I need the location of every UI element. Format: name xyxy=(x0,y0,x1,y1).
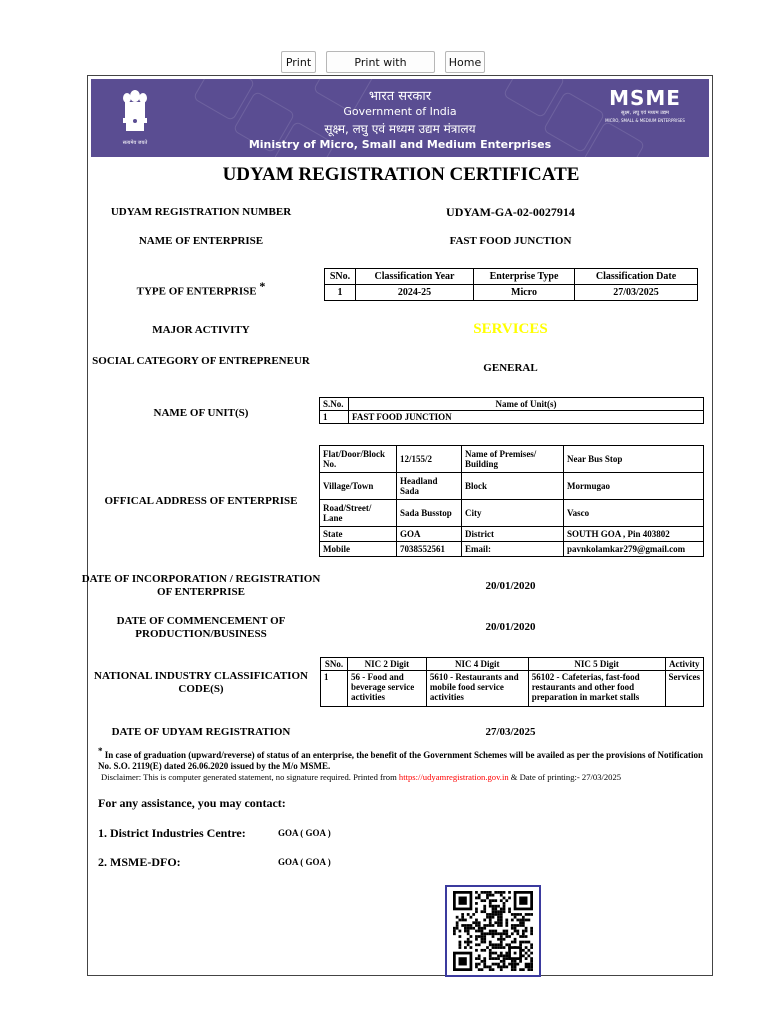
social-category-value: GENERAL xyxy=(483,362,538,374)
print-with-annexure-button[interactable]: Print with xyxy=(326,51,435,73)
commencement-label: DATE OF COMMENCEMENT OF PRODUCTION/BUSINESS xyxy=(116,615,286,640)
address-row xyxy=(320,542,704,557)
village-value: Headland Sada xyxy=(397,473,462,500)
classification-type: Micro xyxy=(474,285,575,301)
units-header-name: Name of Unit(s) xyxy=(349,398,704,411)
nic-5digit: 56102 - Cafeterias, fast-food restaurants and other food preparation in market stalls xyxy=(528,671,665,707)
nic-activity: Services xyxy=(665,671,704,707)
top-toolbar xyxy=(0,51,768,75)
premises-value: Near Bus Stop xyxy=(564,446,704,473)
email-value: pavnkolamkar279@gmail.com xyxy=(564,542,704,557)
table-row xyxy=(325,285,698,301)
nic-2digit: 56 - Food and beverage service activities xyxy=(347,671,426,707)
print-button[interactable]: Print xyxy=(281,51,316,73)
mobile-value: 7038552561 xyxy=(397,542,462,557)
mobile-label: Mobile xyxy=(320,542,397,557)
msme-logo-english: MICRO, SMALL & MEDIUM ENTERPRISES xyxy=(605,118,685,123)
footnote-text: In case of graduation (upward/reverse) of status of an enterprise, the benefit of the Government Schemes will be availed as per the provisions of Notification No. S.O. 2119(E) dated 26.06.2020 issued by the M/o MSME. xyxy=(98,750,703,771)
nic-header-activity: Activity xyxy=(665,658,704,671)
classification-header-date: Classification Date xyxy=(575,269,698,285)
classification-sno: 1 xyxy=(325,285,356,301)
district-value: SOUTH GOA , Pin 403802 xyxy=(564,527,704,542)
commencement-date: 20/01/2020 xyxy=(485,621,536,633)
nic-4digit: 5610 - Restaurants and mobile food service activities xyxy=(426,671,528,707)
disclaimer-link[interactable]: https://udyamregistration.gov.in xyxy=(398,772,509,782)
units-header-row xyxy=(320,398,704,411)
ministry-banner xyxy=(91,79,709,157)
dfo-label: 2. MSME-DFO: xyxy=(98,855,181,869)
contact-heading: For any assistance, you may contact: xyxy=(98,796,286,810)
enterprise-name-value: FAST FOOD JUNCTION xyxy=(449,235,572,247)
footnote-star: * xyxy=(98,746,103,756)
units-table xyxy=(319,397,704,424)
state-value: GOA xyxy=(397,527,462,542)
address-row xyxy=(320,500,704,527)
reg-number-value: UDYAM-GA-02-0027914 xyxy=(446,205,575,219)
qr-code-frame xyxy=(445,885,541,977)
flat-value: 12/155/2 xyxy=(397,446,462,473)
classification-header-type: Enterprise Type xyxy=(474,269,575,285)
nic-header-4digit: NIC 4 Digit xyxy=(426,658,528,671)
city-value: Vasco xyxy=(564,500,704,527)
enterprise-type-star: * xyxy=(259,279,266,293)
msme-logo-hindi: सूक्ष्म, लघु एवं मध्यम उद्यम xyxy=(620,110,670,116)
dfo-value: GOA ( GOA ) xyxy=(278,857,331,867)
address-label: OFFICAL ADDRESS OF ENTERPRISE xyxy=(104,495,298,507)
certificate-title: UDYAM REGISTRATION CERTIFICATE xyxy=(222,164,580,185)
classification-header-sno: SNo. xyxy=(325,269,356,285)
units-header-sno: S.No. xyxy=(320,398,349,411)
enterprise-name-label: NAME OF ENTERPRISE xyxy=(138,235,264,247)
table-row xyxy=(320,411,704,424)
email-label: Email: xyxy=(462,542,564,557)
district-label: District xyxy=(462,527,564,542)
flat-label: Flat/Door/Block No. xyxy=(320,446,397,473)
enterprise-type-label xyxy=(81,280,321,299)
banner-english-line-1: Government of India xyxy=(343,105,457,118)
city-label: City xyxy=(462,500,564,527)
block-value: Mormugao xyxy=(564,473,704,500)
reg-number-label: UDYAM REGISTRATION NUMBER xyxy=(110,206,292,218)
classification-header-row xyxy=(325,269,698,285)
nic-header-sno: SNo. xyxy=(321,658,348,671)
home-button[interactable]: Home xyxy=(445,51,485,73)
address-row xyxy=(320,473,704,500)
block-label: Block xyxy=(462,473,564,500)
address-row xyxy=(320,527,704,542)
village-label: Village/Town xyxy=(320,473,397,500)
unit-sno: 1 xyxy=(320,411,349,424)
dic-value: GOA ( GOA ) xyxy=(278,828,331,838)
road-value: Sada Busstop xyxy=(397,500,462,527)
classification-date: 27/03/2025 xyxy=(575,285,698,301)
nic-label: NATIONAL INDUSTRY CLASSIFICATION CODE(S) xyxy=(94,670,308,695)
premises-label: Name of Premises/ Building xyxy=(462,446,564,473)
classification-header-year: Classification Year xyxy=(356,269,474,285)
state-label: State xyxy=(320,527,397,542)
nic-header-row xyxy=(321,658,704,671)
udyam-date-label: DATE OF UDYAM REGISTRATION xyxy=(111,726,291,738)
disclaimer-suffix: & Date of printing:- 27/03/2025 xyxy=(508,772,622,782)
address-row xyxy=(320,446,704,473)
nic-table xyxy=(320,657,704,707)
major-activity-value: SERVICES xyxy=(473,321,548,337)
dic-label: 1. District Industries Centre: xyxy=(98,826,246,840)
table-row xyxy=(321,671,704,707)
road-label: Road/Street/ Lane xyxy=(320,500,397,527)
nic-header-5digit: NIC 5 Digit xyxy=(528,658,665,671)
classification-year: 2024-25 xyxy=(356,285,474,301)
classification-table xyxy=(324,268,698,301)
graduation-footnote xyxy=(98,746,704,772)
udyam-date-value: 27/03/2025 xyxy=(485,726,536,738)
disclaimer xyxy=(101,772,707,783)
certificate xyxy=(81,75,713,976)
incorporation-date: 20/01/2020 xyxy=(485,580,536,592)
unit-name: FAST FOOD JUNCTION xyxy=(349,411,704,424)
msme-logo-word: MSME xyxy=(609,86,681,110)
banner-hindi-line-2: सूक्ष्म, लघु एवं मध्यम उद्यम मंत्रालय xyxy=(324,122,476,136)
enterprise-type-label-text: TYPE OF ENTERPRISE xyxy=(136,285,257,298)
units-label: NAME OF UNIT(S) xyxy=(153,407,249,419)
banner-english-line-2: Ministry of Micro, Small and Medium Enterprises xyxy=(248,138,552,151)
major-activity-label: MAJOR ACTIVITY xyxy=(152,324,250,336)
nic-header-2digit: NIC 2 Digit xyxy=(347,658,426,671)
msme-logo xyxy=(595,87,695,137)
incorporation-label: DATE OF INCORPORATION / REGISTRATION OF ENTERPRISE xyxy=(81,573,321,598)
emblem-motto: सत्यमेव जयते xyxy=(122,140,148,146)
social-category-label: SOCIAL CATEGORY OF ENTREPRENEUR xyxy=(92,355,310,367)
qr-code-icon xyxy=(451,891,535,971)
address-table xyxy=(319,445,704,557)
nic-sno: 1 xyxy=(321,671,348,707)
disclaimer-prefix: Disclaimer: This is computer generated statement, no signature required. Printed from xyxy=(101,772,399,782)
banner-hindi-line-1: भारत सरकार xyxy=(368,89,432,104)
